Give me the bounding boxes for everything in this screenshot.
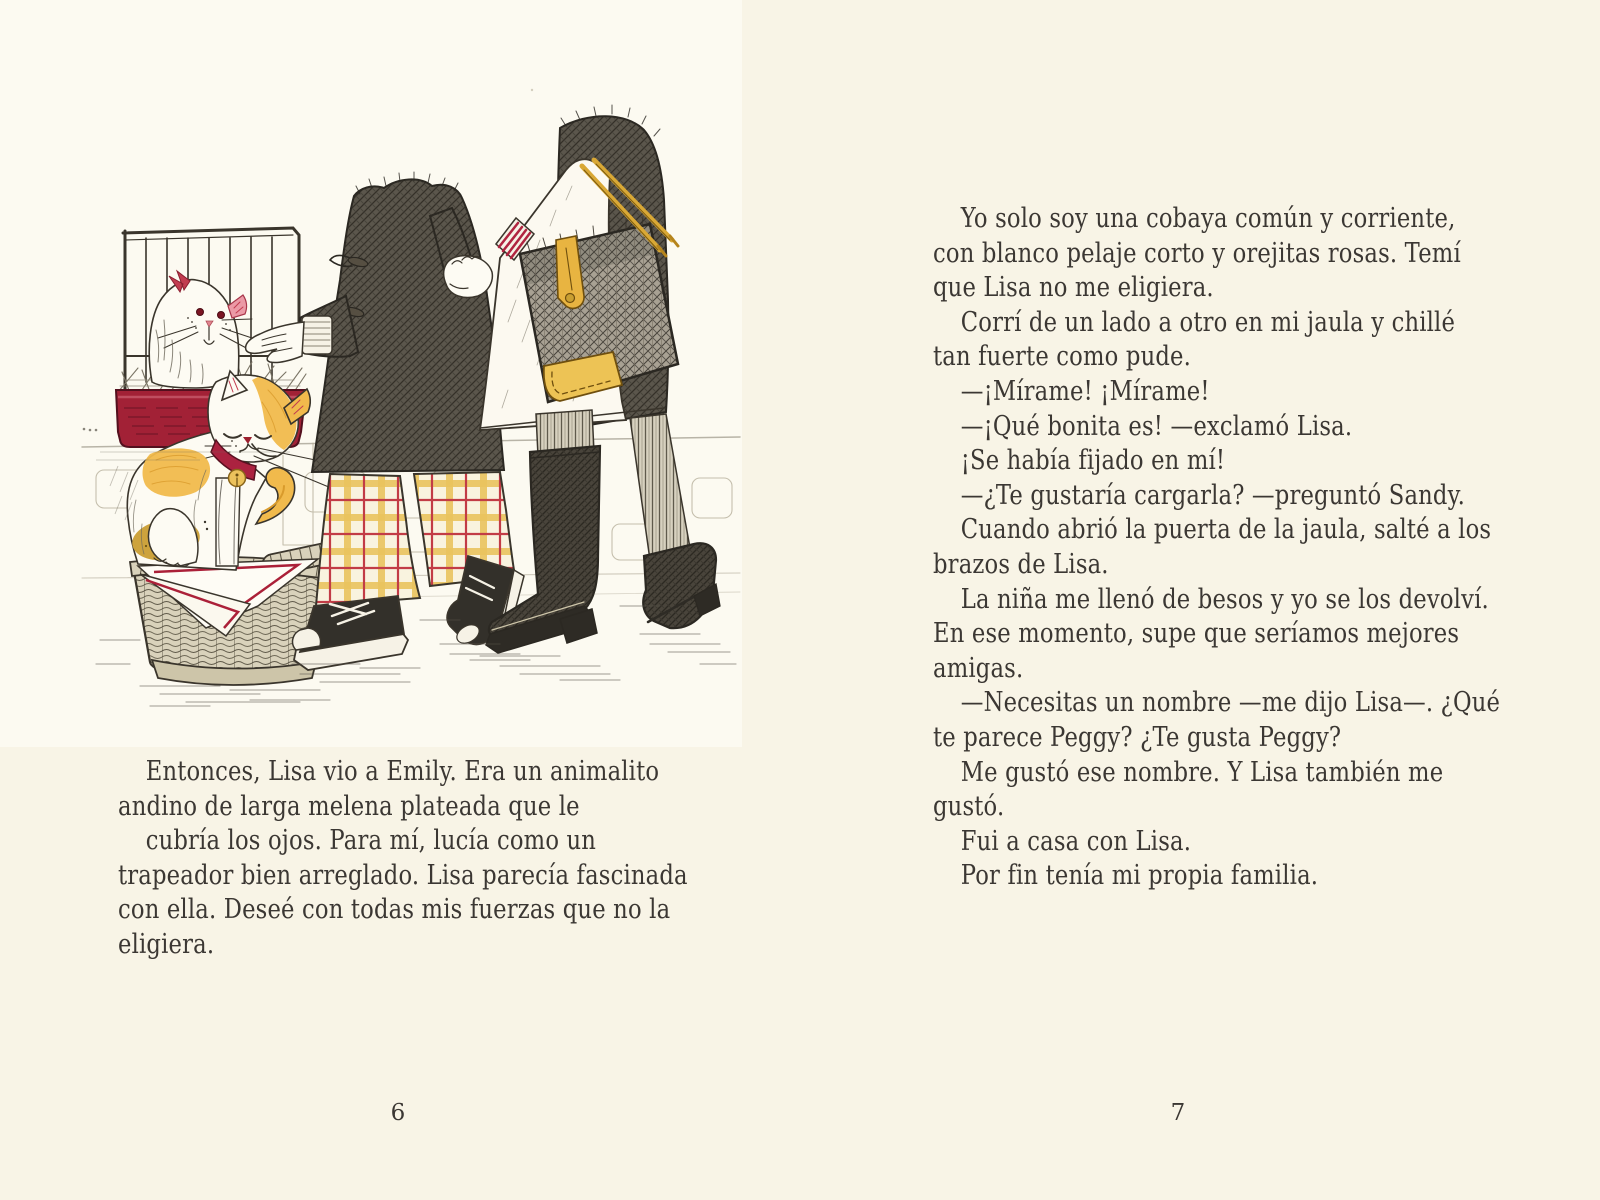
- text-line: con blanco pelaje corto y orejitas rosas. Temí: [933, 237, 1461, 269]
- right-page-number: 7: [1170, 1100, 1186, 1126]
- text-line: —¡Qué bonita es! —exclamó Lisa.: [960, 410, 1353, 442]
- text-line: cubría los ojos. Para mí, lucía como un: [145, 825, 597, 857]
- text-line: Yo solo soy una cobaya común y corriente,: [960, 203, 1456, 234]
- text-line: —¡Mírame! ¡Mírame!: [960, 375, 1210, 407]
- text-line: En ese momento, supe que seríamos mejores: [933, 618, 1460, 650]
- boot-back: [643, 543, 720, 628]
- text-line: trapeador bien arreglado. Lisa parecía fascinada: [118, 859, 688, 891]
- left-page-number: 6: [390, 1100, 406, 1126]
- left-page-paragraph: [118, 755, 688, 963]
- text-line: con ella. Deseé con todas mis fuerzas que no la: [118, 894, 671, 926]
- text-line: andino de larga melena plateada que le: [118, 790, 580, 822]
- text-line: eligiera.: [118, 928, 215, 960]
- text-line: La niña me llenó de besos y yo se los devolví.: [960, 583, 1489, 615]
- text-line: amigas.: [933, 652, 1024, 684]
- text-line: ¡Se había fijado en mí!: [960, 445, 1226, 477]
- clasped-hands: [444, 256, 493, 298]
- text-line: te parece Peggy? ¿Te gusta Peggy?: [933, 721, 1342, 753]
- text-line: —Necesitas un nombre —me dijo Lisa—. ¿Qué: [960, 687, 1501, 719]
- text-line: Cuando abrió la puerta de la jaula, salté a los: [960, 514, 1492, 546]
- illustration-plate: [0, 0, 742, 747]
- right-page-paragraph: [933, 202, 1500, 894]
- ribbed-tights-back: [630, 414, 690, 560]
- pet-shop-illustration: [0, 0, 742, 747]
- text-line: —¿Te gustaría cargarla? —preguntó Sandy.: [960, 479, 1465, 511]
- text-line: Por fin tenía mi propia familia.: [960, 860, 1319, 892]
- text-line: brazos de Lisa.: [933, 548, 1109, 580]
- text-line: Entonces, Lisa vio a Emily. Era un animalito: [145, 756, 660, 787]
- text-line: Fui a casa con Lisa.: [960, 825, 1192, 857]
- text-line: Corrí de un lado a otro en mi jaula y chillé: [960, 306, 1456, 338]
- hamster: [149, 271, 252, 388]
- text-line: que Lisa no me eligiera.: [933, 272, 1214, 304]
- text-line: Me gustó ese nombre. Y Lisa también me: [960, 756, 1444, 788]
- text-line: tan fuerte como pude.: [933, 341, 1191, 373]
- plaid-pant-front: [316, 474, 420, 606]
- text-line: gustó.: [933, 791, 1005, 823]
